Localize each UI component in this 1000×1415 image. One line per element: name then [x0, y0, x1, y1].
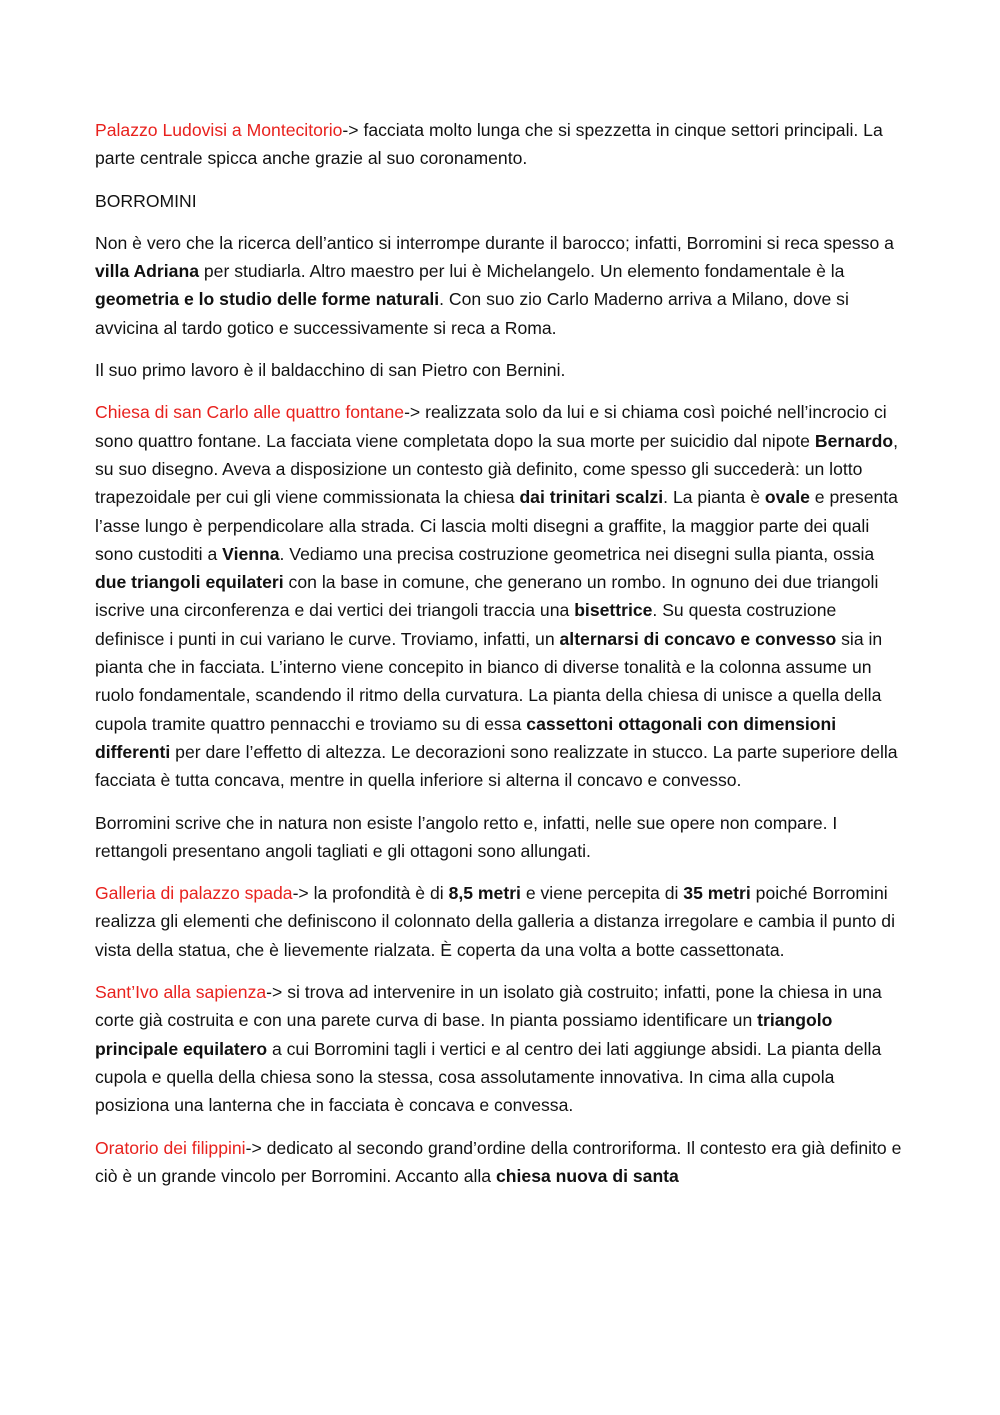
bold-term: 35 metri	[683, 883, 751, 904]
bold-term: cassettoni ottagonali con dimensioni differenti	[95, 713, 837, 762]
paragraph-text: sia in pianta che in facciata. L’interno viene concepito in bianco di diverse tonalità e la colonna assume un ruolo fondamentale, scandendo il ritmo della curvatura. La pianta della chiesa di unisce a quella della cupola tramite quattro pennacchi e troviamo su di essa	[95, 628, 883, 734]
bold-term: alternarsi di concavo e convesso	[559, 628, 837, 649]
paragraph-text: . Su questa costruzione definisce i punti in cui variano le curve. Troviamo, infatti, un	[95, 600, 837, 649]
paragraph-san-carlo	[95, 398, 910, 794]
section-title-borromini	[95, 187, 910, 215]
section-title-text: BORROMINI	[95, 190, 197, 211]
bold-term: due triangoli equilateri	[95, 572, 284, 593]
paragraph-text: per dare l’effetto di altezza. Le decorazioni sono realizzate in stucco. La parte superiore della facciata è tutta concava, mentre in quella inferiore si alterna il concavo e convesso.	[95, 741, 898, 791]
paragraph-text: . Con suo zio Carlo Maderno arriva a Milano, dove si avvicina al tardo gotico e successivamente si reca a Roma.	[95, 289, 849, 338]
topic-heading: Chiesa di san Carlo alle quattro fontane	[95, 402, 405, 423]
paragraph-first-work	[95, 356, 910, 384]
bold-term: 8,5 metri	[448, 883, 521, 904]
paragraph-text: . Vediamo una precisa costruzione geometrica nei disegni sulla pianta, ossia	[279, 543, 875, 564]
bold-term: villa Adriana	[95, 261, 199, 282]
topic-heading: Palazzo Ludovisi a Montecitorio	[95, 120, 343, 140]
paragraph-right-angle	[95, 809, 910, 866]
bold-term: dai trinitari scalzi	[519, 487, 664, 508]
paragraph-text: e viene percepita di	[520, 883, 684, 904]
paragraph-text: , su suo disegno. Aveva a disposizione un contesto già definito, come spesso gli succederà: un lotto trapezoidale per cui gli viene commissionata la chiesa	[95, 430, 898, 508]
paragraph-borromini-intro	[95, 229, 910, 342]
bold-term: triangolo principale equilatero	[95, 1010, 833, 1059]
topic-heading: Galleria di palazzo spada	[95, 883, 293, 904]
paragraph-text: -> la profondità è di	[292, 883, 449, 904]
bold-term: chiesa nuova di santa	[495, 1165, 679, 1186]
bold-term: ovale	[764, 487, 810, 508]
paragraph-palazzo-ludovisi	[95, 116, 910, 173]
paragraph-text: -> facciata molto lunga che si spezzetta in cinque settori principali. La parte centrale spicca anche grazie al suo coronamento.	[95, 120, 883, 169]
topic-heading: Oratorio dei filippini	[95, 1137, 246, 1158]
paragraph-text: Borromini scrive che in natura non esiste l’angolo retto e, infatti, nelle sue opere non compare. I rettangoli presentano angoli tagliati e gli ottagoni sono allungati.	[95, 812, 838, 861]
paragraph-text: -> dedicato al secondo grand’ordine della controriforma. Il contesto era già definito e ciò è un grande vincolo per Borromini. Accanto alla	[95, 1137, 902, 1186]
bold-term: Vienna	[222, 543, 280, 564]
paragraph-text: . La pianta è	[663, 487, 765, 508]
paragraph-text: e presenta l’asse lungo è perpendicolare alla strada. Ci lascia molti disegni a graffite, la maggior parte dei quali sono custoditi a	[95, 487, 898, 564]
paragraph-text: con la base in comune, che generano un rombo. In ognuno dei due triangoli iscrive una circonferenza e dai vertici dei triangoli traccia una	[95, 572, 879, 621]
paragraph-text: per studiarla. Altro maestro per lui è Michelangelo. Un elemento fondamentale è la	[198, 261, 845, 282]
paragraph-text: -> realizzata solo da lui e si chiama così poiché nell’incrocio ci sono quattro fontane. La facciata viene completata dopo la sua morte per suicidio dal nipote	[95, 402, 887, 451]
paragraph-oratorio-filippini	[95, 1134, 910, 1191]
paragraph-text: Non è vero che la ricerca dell’antico si interrompe durante il barocco; infatti, Borromini si reca spesso a	[95, 232, 894, 253]
paragraph-text: poiché Borromini realizza gli elementi che definiscono il colonnato della galleria a distanza irregolare e cambia il punto di vista della statua, che è lievemente rialzata. È coperta da una volta a botte cassettonata.	[95, 883, 896, 960]
paragraph-galleria-spada	[95, 879, 910, 964]
paragraph-text: Il suo primo lavoro è il baldacchino di san Pietro con Bernini.	[95, 360, 566, 381]
bold-term: bisettrice	[574, 600, 653, 621]
paragraph-text: a cui Borromini tagli i vertici e al centro dei lati aggiunge absidi. La pianta della cupola e quella della chiesa sono la stessa, cosa assolutamente innovativa. In cima alla cupola posiziona una lanterna che in facciata è concava e convessa.	[95, 1038, 882, 1116]
bold-term: Bernardo	[814, 430, 894, 451]
paragraph-sant-ivo	[95, 978, 910, 1119]
bold-term: geometria e lo studio delle forme naturali	[95, 289, 440, 310]
topic-heading: Sant’Ivo alla sapienza	[95, 982, 267, 1003]
paragraph-text: -> si trova ad intervenire in un isolato già costruito; infatti, pone la chiesa in una corte già costruita e con una parete curva di base. In pianta possiamo identificare un	[95, 982, 882, 1031]
